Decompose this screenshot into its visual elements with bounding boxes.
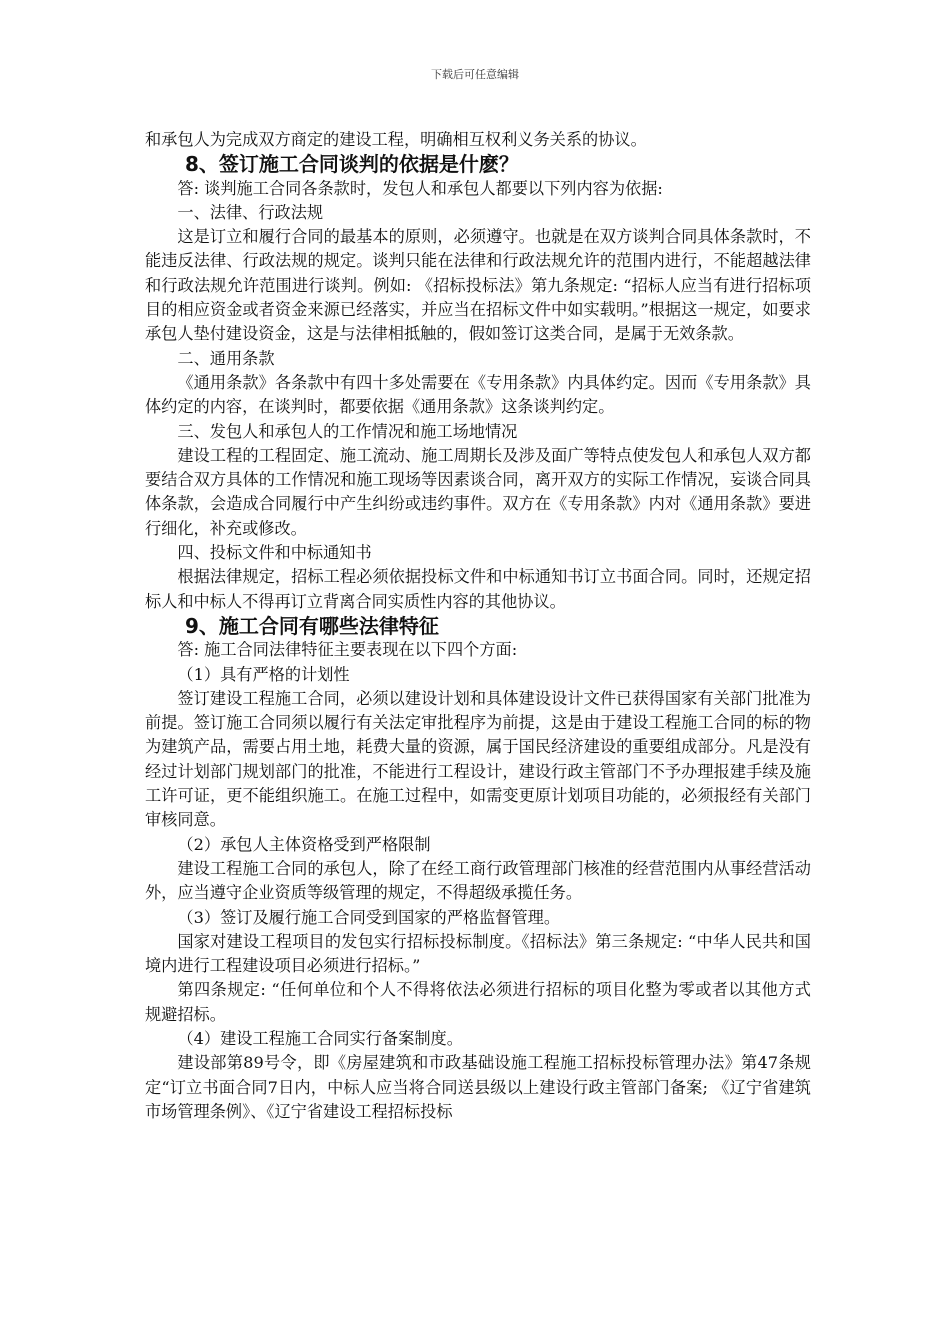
subheading: （1）具有严格的计划性 xyxy=(177,664,350,684)
paragraph: 答: 施工合同法律特征主要表现在以下四个方面: xyxy=(177,640,518,660)
paragraph: 建设部第89号令，即《房屋建筑和市政基础设施工程施工招标投标管理办法》第47条规定“订立书面合同7日内，中标人应当将合同送县级以上建设行政主管部门备案; 《辽宁省建筑市场管理条例》、《辽宁省建设工程招标投标 xyxy=(145,1053,811,1121)
paragraph: 签订建设工程施工合同，必须以建设计划和具体建设设计文件已获得国家有关部门批准为前提。签订施工合同须以履行有关法定审批程序为前提，这是由于建设工程施工合同的标的物为建筑产品，需要占用土地，耗费大量的资源，属于国民经济建设的重要组成部分。凡是没有经过计划部门规划部门的批准，不能进行工程设计，建设行政主管部门不予办理报建手续及施工许可证，更不能组织施工。在施工过程中，如需变更原计划项目功能的，必须报经有关部门审核同意。 xyxy=(145,688,811,830)
paragraph: 第四条规定: “任何单位和个人不得将依法必须进行招标的项目化整为零或者以其他方式规避招标。 xyxy=(145,980,811,1024)
paragraph: 根据法律规定，招标工程必须依据投标文件和中标通知书订立书面合同。同时，还规定招标人和中标人不得再订立背离合同实质性内容的其他协议。 xyxy=(145,567,811,611)
subheading: 三、发包人和承包人的工作情况和施工场地情况 xyxy=(177,421,518,441)
paragraph: 答: 谈判施工合同各条款时，发包人和承包人都要以下列内容为依据: xyxy=(177,178,663,198)
subheading: （3）签订及履行施工合同受到国家的严格监督管理。 xyxy=(177,907,561,927)
subheading: 一、法律、行政法规 xyxy=(177,202,324,222)
subheading: （2）承包人主体资格受到严格限制 xyxy=(177,834,431,854)
page-header: 下载后可任意编辑 xyxy=(431,68,519,81)
paragraph: 和承包人为完成双方商定的建设工程，明确相互权利义务关系的协议。 xyxy=(145,130,647,149)
paragraph: 建设工程施工合同的承包人，除了在经工商行政管理部门核准的经营范围内从事经营活动外，应当遵守企业资质等级管理的规定，不得超级承揽任务。 xyxy=(145,858,811,903)
document-body xyxy=(145,128,811,1124)
section-heading-9: 9、施工合同有哪些法律特征 xyxy=(185,613,439,638)
paragraph: 国家对建设工程项目的发包实行招标投标制度。《招标法》第三条规定: “中华人民共和国境内进行工程建设项目必须进行招标。” xyxy=(145,931,811,976)
section-heading-8: 8、签订施工合同谈判的依据是什麽？ xyxy=(185,152,519,177)
subheading: 二、通用条款 xyxy=(177,348,275,368)
paragraph: 建设工程的工程固定、施工流动、施工周期长及涉及面广等特点使发包人和承包人双方都要结合双方具体的工作情况和施工现场等因素谈合同，离开双方的实际工作情况，妄谈合同具体条款，会造成合同履行中产生纠纷或违约事件。双方在《专用条款》内对《通用条款》要进行细化，补充或修改。 xyxy=(145,445,811,538)
subheading: （4）建设工程施工合同实行备案制度。 xyxy=(177,1028,463,1048)
subheading: 四、投标文件和中标通知书 xyxy=(177,543,372,563)
paragraph: 这是订立和履行合同的最基本的原则，必须遵守。也就是在双方谈判合同具体条款时，不能违反法律、行政法规的规定。谈判只能在法律和行政法规允许的范围内进行，不能超越法律和行政法规允许范围进行谈判。例如: 《招标投标法》第九条规定: “招标人应当有进行招标项目的相应资金或者资金来源已经落实，并应当在招标文件中如实载明。”根据这一规定，如要求承包人垫付建设资金，这是与法律相抵触的，假如签订这类合同，是属于无效条款。 xyxy=(145,227,811,344)
paragraph: 《通用条款》各条款中有四十多处需要在《专用条款》内具体约定。因而《专用条款》具体约定的内容，在谈判时，都要依据《通用条款》这条谈判约定。 xyxy=(145,372,811,417)
